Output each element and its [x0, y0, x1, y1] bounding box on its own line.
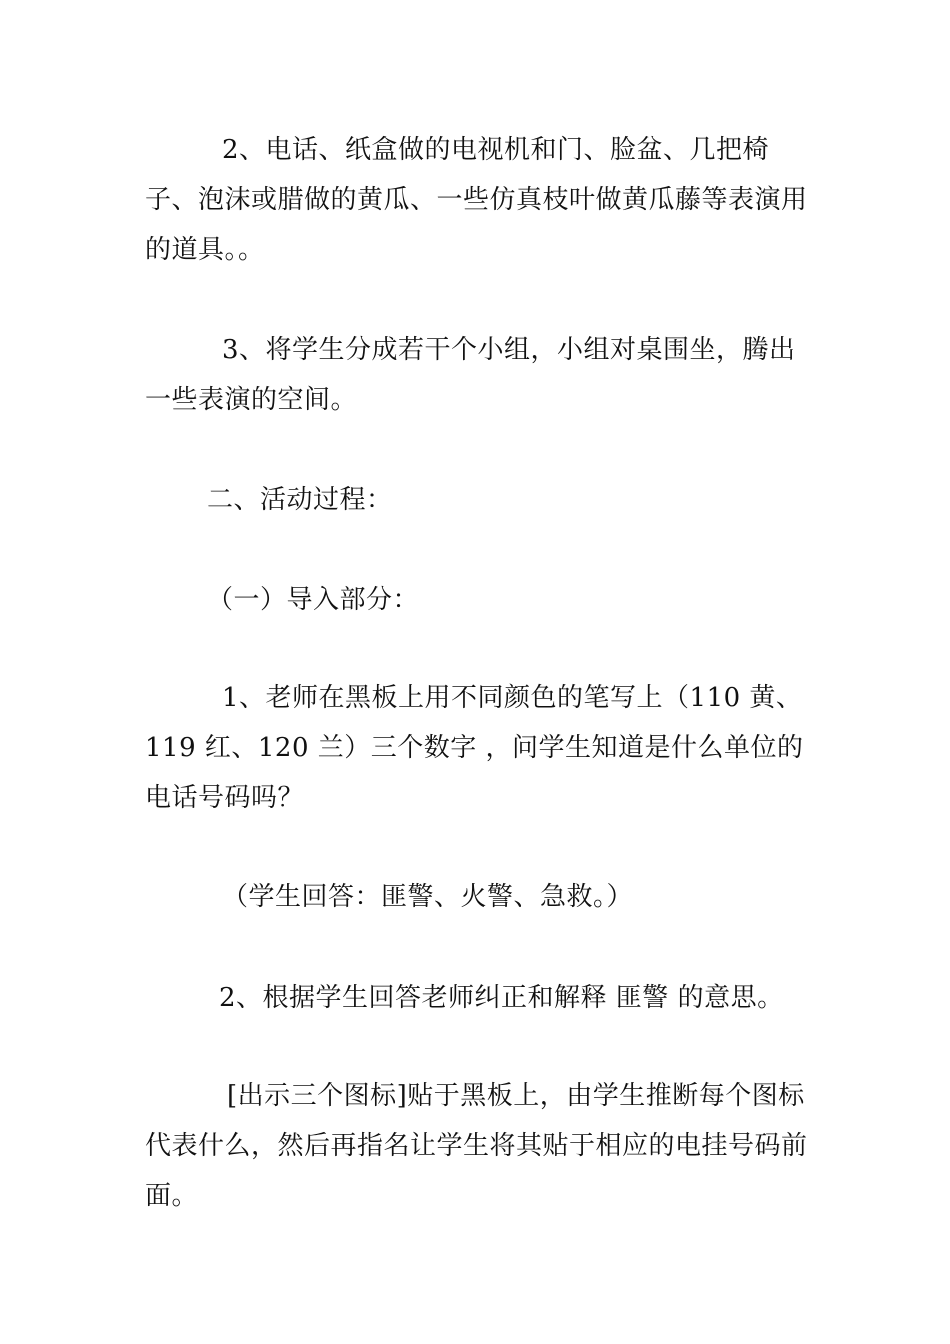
paragraph-teacher-writes-numbers: 1、老师在黑板上用不同颜色的笔写上（110 黄、119 红、120 兰）三个数字 ，问学生知道是什么单位的电话号码吗？ [145, 683, 804, 813]
paragraph-show-icons: [出示三个图标]贴于黑板上，由学生推断每个图标代表什么，然后再指名让学生将其贴于相应的电挂号码前面。 [145, 1081, 808, 1211]
section-heading-activity-process: 二、活动过程： [207, 485, 393, 515]
paragraph-teacher-explains: 2、根据学生回答老师纠正和解释 匪警 的意思。 [219, 983, 784, 1013]
paragraph-student-answer: （学生回答：匪警、火警、急救。） [222, 882, 634, 912]
paragraph-props-list: 2、电话、纸盒做的电视机和门、脸盆、几把椅子、泡沫或腊做的黄瓜、一些仿真枝叶做黄瓜藤等表演用的道具。。 [145, 135, 808, 265]
subsection-heading-introduction: （一）导入部分： [207, 585, 420, 615]
paragraph-group-seating: 3、将学生分成若干个小组，小组对桌围坐，腾出一些表演的空间。 [145, 335, 796, 415]
